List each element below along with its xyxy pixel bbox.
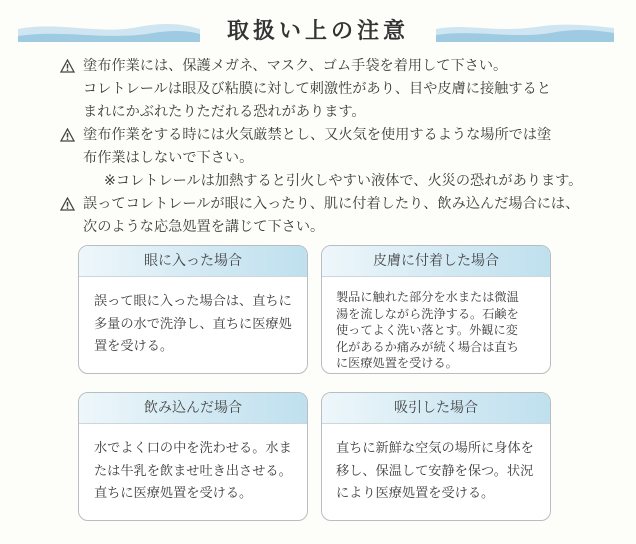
warning-item: [60, 124, 620, 193]
title-bar: [0, 12, 636, 48]
first-aid-box-eyes: [78, 245, 308, 374]
box-text: たは牛乳を飲ませ吐き出させる。: [94, 463, 292, 479]
box-text: に医療処置を受ける。: [336, 356, 458, 370]
warning-list: [60, 55, 620, 239]
warning-text: 誤ってコレトレールが眼に入ったり、肌に付着したり、飲み込んだ場合には、: [83, 196, 580, 212]
box-text: 誤って眼に入った場合は、直ちに: [94, 294, 292, 309]
box-text: 使ってよく洗い落とす。外観に変: [336, 323, 518, 337]
first-aid-box-skin: [321, 245, 551, 374]
box-text: 多量の水で洗浄し、直ちに医療処: [94, 316, 292, 332]
box-text: 置を受ける。: [94, 339, 174, 354]
box-title: 眼に入った場合: [79, 246, 307, 277]
warning-text: 次のような応急処置を講じて下さい。: [83, 219, 325, 235]
box-body: [79, 424, 307, 506]
warning-text: 塗布作業をする時には火気厳禁とし、又火気を使用するような場所では塗: [83, 127, 552, 143]
first-aid-box-inhaled: [321, 392, 551, 521]
warning-triangle-icon: [60, 59, 75, 73]
box-body: [322, 424, 550, 506]
decorative-wave-left: [18, 20, 200, 42]
first-aid-box-swallowed: [78, 392, 308, 521]
box-text: 製品に触れた部分を水または微温: [336, 290, 519, 304]
decorative-wave-right: [436, 20, 614, 42]
warning-triangle-icon: [60, 128, 75, 142]
box-text: 直ちに新鮮な空気の場所に身体を: [336, 441, 534, 456]
box-text: 化があるか痛みが続く場合は直ち: [336, 339, 519, 354]
warning-text: まれにかぶれたりただれる恐れがあります。: [83, 104, 366, 120]
warning-triangle-icon: [60, 197, 75, 211]
box-text: 湯を流しながら洗浄する。石鹸を: [336, 306, 519, 321]
box-text: により医療処置を受ける。: [336, 486, 495, 501]
warning-text: 布作業はしないで下さい。: [83, 150, 254, 166]
warning-text: コレトレールは眼及び粘膜に対して刺激性があり、目や皮膚に接触すると: [83, 81, 551, 97]
box-title: 皮膚に付着した場合: [322, 246, 550, 277]
warning-item: [60, 193, 620, 239]
box-text: 直ちに医療処置を受ける。: [94, 486, 253, 501]
warning-note: ※コレトレールは加熱すると引火しやすい液体で、火災の恐れがあります。: [104, 173, 583, 189]
box-text: 水でよく口の中を洗わせる。水ま: [94, 441, 292, 456]
page-title: 取扱い上の注意: [226, 19, 409, 44]
box-title: 吸引した場合: [322, 393, 550, 424]
box-body: [322, 277, 550, 372]
warning-text: 塗布作業には、保護メガネ、マスク、ゴム手袋を着用して下さい。: [83, 58, 508, 74]
box-body: [79, 277, 307, 359]
box-text: 移し、保温して安静を保つ。状況: [336, 463, 534, 479]
warning-item: [60, 55, 620, 124]
box-title: 飲み込んだ場合: [79, 393, 307, 424]
